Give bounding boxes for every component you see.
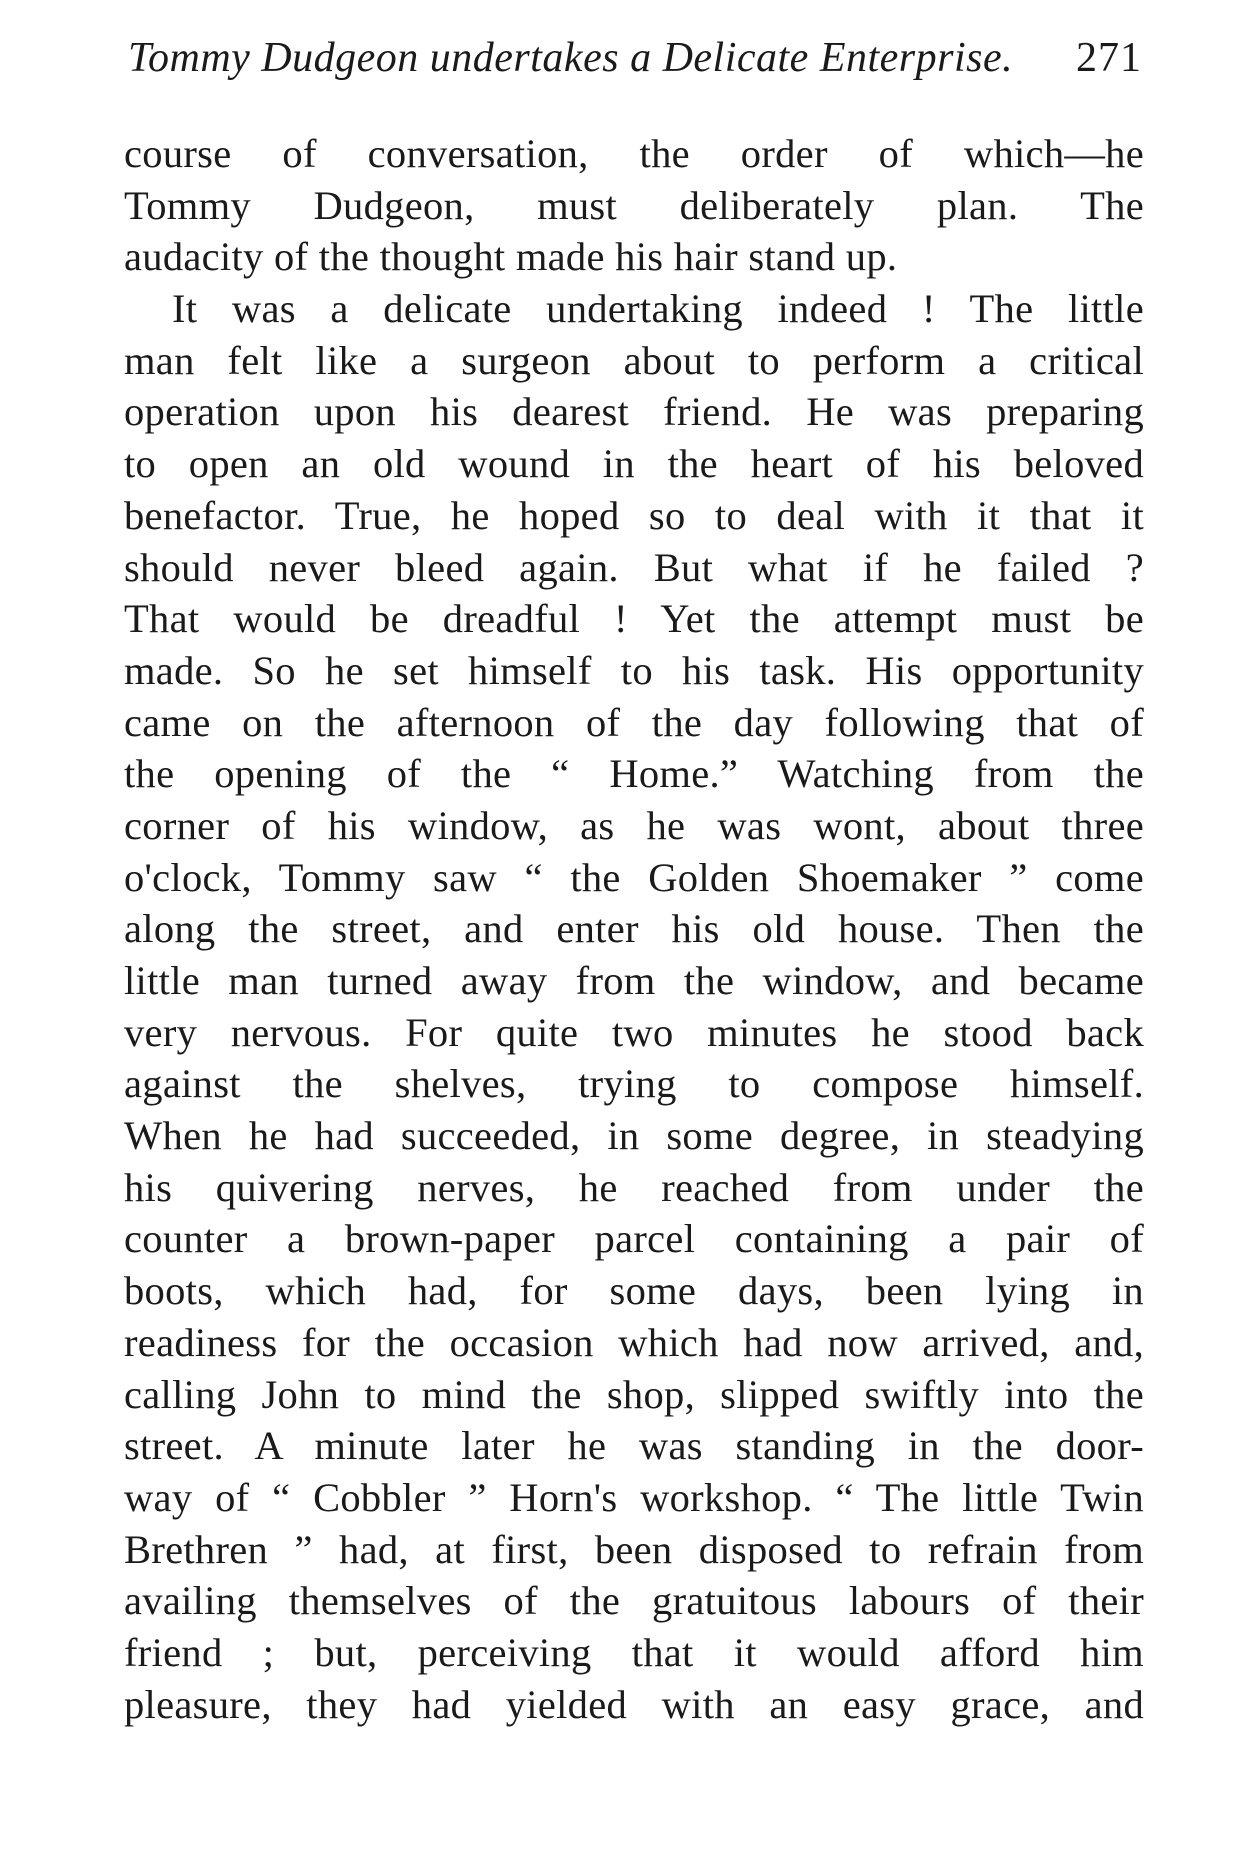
text-line: way of “ Cobbler ” Horn's workshop. “ The little Twin xyxy=(124,1474,1144,1520)
text-line: readiness for the occasion which had now arrived, and, xyxy=(124,1319,1144,1365)
text-line: o'clock, Tommy saw “ the Golden Shoemaker ” come xyxy=(124,854,1144,900)
text-line: course of conversation, the order of which—he xyxy=(124,131,1144,176)
text-line: calling John to mind the shop, slipped swiftly into the xyxy=(124,1371,1144,1417)
text-line: corner of his window, as he was wont, about three xyxy=(124,802,1144,848)
text-line: against the shelves, trying to compose himself. xyxy=(124,1061,1144,1107)
text-line: very nervous. For quite two minutes he stood back xyxy=(124,1009,1144,1055)
text-line: his quivering nerves, he reached from under the xyxy=(124,1164,1144,1210)
text-line: to open an old wound in the heart of his beloved xyxy=(124,441,1144,487)
text-line: Tommy Dudgeon, must deliberately plan. The xyxy=(124,182,1144,228)
text-line: man felt like a surgeon about to perform a critical xyxy=(124,337,1144,383)
text-line: the opening of the “ Home.” Watching from the xyxy=(124,751,1144,797)
text-line: boots, which had, for some days, been lying in xyxy=(124,1268,1144,1314)
text-line: came on the afternoon of the day following that of xyxy=(124,699,1144,745)
text-line: When he had succeeded, in some degree, in steadying xyxy=(124,1113,1144,1159)
page-number: 271 xyxy=(1076,35,1142,81)
text-line: operation upon his dearest friend. He was preparing xyxy=(124,389,1144,435)
text-line: It was a delicate undertaking indeed ! The little xyxy=(172,286,1144,332)
text-line: counter a brown-paper parcel containing a pair of xyxy=(124,1216,1144,1262)
text-line: should never bleed again. But what if he failed ? xyxy=(124,544,1144,590)
text-line: along the street, and enter his old house. Then the xyxy=(124,906,1144,952)
text-line: made. So he set himself to his task. His opportunity xyxy=(124,647,1144,693)
text-line: friend ; but, perceiving that it would afford him xyxy=(124,1629,1144,1675)
text-line: availing themselves of the gratuitous labours of their xyxy=(124,1578,1144,1624)
text-line: little man turned away from the window, and became xyxy=(124,958,1144,1003)
running-head xyxy=(128,28,1142,88)
text-line: Brethren ” had, at first, been disposed to refrain from xyxy=(124,1526,1144,1572)
text-line: That would be dreadful ! Yet the attempt must be xyxy=(124,596,1144,642)
text-line: street. A minute later he was standing in the door- xyxy=(124,1423,1144,1469)
text-line: audacity of the thought made his hair stand up. xyxy=(124,234,898,280)
body-text xyxy=(124,128,1144,1730)
text-line: pleasure, they had yielded with an easy grace, and xyxy=(124,1681,1144,1727)
running-title: Tommy Dudgeon undertakes a Delicate Enterprise. xyxy=(128,35,1014,81)
text-line: benefactor. True, he hoped so to deal with it that it xyxy=(124,492,1144,538)
